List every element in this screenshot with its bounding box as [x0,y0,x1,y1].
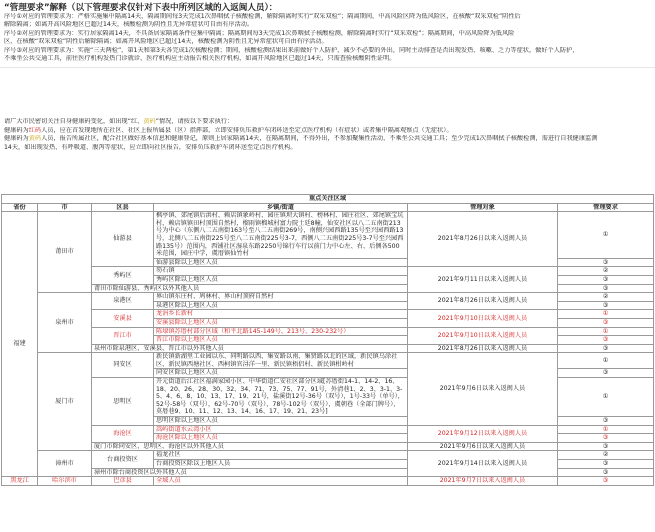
requirement-cell: ③ [558,417,654,426]
street-cell: 思明区除以上地区人员 [154,417,408,426]
county-cell: 台商投资区 [92,451,154,468]
city-cell: 漳州市 [38,451,92,477]
street-cell: 安溪县除以上地区人员 [154,318,408,327]
county-cell: 晋江市 [92,327,154,344]
object-cell: 2021年9月12日以来入返闽人员 [408,425,558,442]
object-cell: 2021年9月10日以来入返闽人员 [408,310,558,327]
county-cell: 巴彦县 [92,477,154,486]
requirement-cell: ③ [558,336,654,345]
county-cell: 仙游县 [92,212,154,267]
province-cell: 黑龙江 [2,477,38,486]
requirement-cell: ② [558,293,654,302]
street-cell: 仙游县除以上地区人员 [154,258,408,267]
table-row [2,442,654,451]
requirement-cell: ③ [558,318,654,327]
table-row [2,425,654,434]
city-cell: 泉州市 [38,293,92,353]
object-cell: 2021年8月26日以来入返闽人员 [408,212,558,267]
city-cell: 莆田市 [38,212,92,293]
table-row [2,267,654,276]
county-cell: 漳州市除台商投资区以外其他人员 [92,468,408,477]
requirement-cell: ③ [558,369,654,378]
street-cell: 海沧区除以上地区人员 [154,434,408,443]
table-row [2,327,654,336]
notice-line: 请广大市民密切关注自身健康码变化，如出现“红、黄码”情况，请按以下要求执行： [4,118,234,126]
header-requirement: 管理要求 [558,203,654,212]
notice-line: 健康码为黄码人员，报告所属社区，配合社区做好基本信息和健康登记，原则上居家隔离14天，在隔离期间，不得外出，不参加聚集性活动，不乘坐公共交通工具；至少完成1次鼻咽拭子核酸检测，需进行自我健康监测 [4,135,598,143]
requirement-cell: ① [558,310,654,319]
table-row [2,353,654,369]
requirement-cell: ③ [558,460,654,469]
requirement-cell: ③ [558,477,654,486]
rule-line: 不乘坐公共交通工具，前往医疗机构发热门诊就诊，医疗机构应主动报告相关医疗机构，如离开风险地区已超过14天，只需查验核酸阴性证明。 [4,55,396,63]
street-cell: 陈埭镇苏厝村部分区域（和平北路145-149号、213号、230-232号） [154,327,408,336]
requirement-cell: ② [558,451,654,460]
city-cell: 哈尔滨市 [38,477,92,486]
header-object: 管理对象 [408,203,558,212]
table-caption: 重点关注区域 [2,195,654,204]
header-county: 区县 [92,203,154,212]
street-cell: 笏石镇 [154,267,408,276]
province-cell: 福建 [2,212,38,477]
county-cell: 厦门市除同安区、思明区、海沧区以外其他人员 [92,442,408,451]
city-cell: 厦门市 [38,353,92,451]
header-city: 市 [38,203,92,212]
rule-line: 序号③对应的管理要求为：实施“三天两检”，第1天和第3天各完成1次核酸检测；期间，核酸检测结果出来前做好个人防护，减少不必要的外出，同时主动排查是否出现发热、咳嗽、乏力等症状，做好个人防护， [4,46,579,54]
requirement-cell: ① [558,353,654,369]
requirement-cell: ③ [558,284,654,293]
header-street: 乡镇/街道 [154,203,408,212]
table-row [2,212,654,259]
object-cell: 2021年8月26日以来入返闽人员 [408,293,558,310]
rule-line: 序号②对应的管理要求为：实行居家隔离14天，不具备居家隔离条件应集中隔离；隔离期间每3天完成1次鼻咽拭子核酸检测，解除隔离时实行“双采双检”；隔离期间，中高风险降为低风险 [4,29,515,37]
rule-line: 序号①对应的管理要求为：严格实施集中隔离14天，隔离期间每3天完成1次鼻咽拭子核酸检测，解除隔离时实行“双采双检”；隔离期间，中高风险区降为低风险区，在核酸“双采双检”阴性后 [4,13,521,20]
requirement-cell: ① [558,425,654,434]
county-cell: 秀屿区 [92,267,154,284]
requirement-cell: ② [558,267,654,276]
street-cell: 全域人员 [154,477,408,486]
county-cell: 泉港区 [92,293,154,310]
county-cell: 同安区 [92,353,154,378]
street-cell: 秀屿区除以上地区人员 [154,275,408,284]
requirement-cell: ③ [558,275,654,284]
object-cell: 2021年9月7日以来入返闽人员 [408,477,558,486]
object-cell: 2021年9月10日以来入返闽人员 [408,327,558,344]
requirement-cell: ③ [558,301,654,310]
street-cell: 晋江市除以上地区人员 [154,336,408,345]
street-cell: 新民镇新湖里工业园以东、同明路以西、集安路以南、集贤路以北的区域，新民镇乌涂社区、新民镇西塘社区、西柯镇官浔洋一里、新民镇梧侣村、新民镇柑岭村 [154,353,408,369]
table-row [2,293,654,302]
management-title: “管理要求”解释（以下管理要求仅针对下表中所列区域的入返闽人员）： [4,3,278,13]
county-cell: 安溪县 [92,310,154,327]
street-cell: 台商投资区除以上地区人员 [154,460,408,469]
street-cell: 嵩屿街道水云湾小区 [154,425,408,434]
notice-line: 健康码为红码人员，应在首发现地所在社区、社区上报所属县（区）指挥部，立即安排负压救护车闭环送至定点医疗机构（有症状）或者集中隔离观察点（无症状）。 [4,126,453,134]
requirement-cell: ③ [558,344,654,353]
object-cell: 2021年9月11日以来入返闽人员 [408,267,558,293]
table-row [2,477,654,486]
table-row [2,451,654,460]
street-cell: 龙涓乡长新村 [154,310,408,319]
health-code-notice [0,118,655,152]
management-text [0,13,655,63]
street-cell: 开元街道后江社区福满家园小区、中华街道仁安社区部分区域[苏厝街14-1、14-2、16、18、20、26、28、30、32、34、71、73、75、77、91号，外清巷1、2、3、3-1、3-5、4、6、8、10、13、17、19、21号，盐溪街12号-36号（双号），1号-33号（单号），52号-58号（双号），62号-70号（双号），78号-102号（双号），虞朝巷（全部门牌号），莫厝巷9、10、11、12、13、14、16、17、19、21、23号] [154,378,408,417]
requirement-cell: ③ [558,258,654,267]
street-cell: 枫亭镇、郊尾镇后洪村、赖店镇象岭村、园庄镇坝大镇村、榜林村、园庄社区、郊尾镇宝坑村，赖店镇镇田村顶围自然村，榴雨镇榴城村富力院士廷8幢，仙安社区以八二五南街213号为中心（东侧八二五南街163号至八二五南街269号，南侧兴园西路135号至兴园西路13号，北侧八二五南街225号至八二五南街225号3-7，西侧八二五南街225号3-7号至兴园西路135号）范围内，西铺社区湿泉东路2250号锦行车行以前门力中心左、右、后侧各500米范围，园庄中学，虞厝镇仙竹村 [154,212,408,259]
rule-line: 解除隔离；如离开高风险地区已超过14天，核酸检测为阴性且无异常症状可自由有序活动。 [4,21,254,29]
divider [0,67,655,68]
table-row [2,310,654,319]
county-cell: 思明区 [92,378,154,426]
header-province: 省份 [2,203,38,212]
requirement-cell: ① [558,378,654,417]
street-cell: 界山镇东庄村、鸠林村、界山村顶府自然村 [154,293,408,302]
blank-area [0,70,655,118]
street-cell: 同安区除以上地区人员 [154,369,408,378]
object-cell: 2021年9月6日以来入返闽人员 [408,442,558,451]
notice-line: 14天，如出现发热、有呼吸道、腹泻等症状，应立即向社区报告，安排负压救护车闭环送至定点医疗机构。 [4,143,297,151]
county-cell: 海沧区 [92,425,154,442]
street-cell: 泉港区除以上地区人员 [154,301,408,310]
object-cell: 2021年9月6日以来入返闽人员 [408,353,558,425]
object-cell: 2021年9月14日以来入返闽人员 [408,451,558,477]
object-cell: 2021年8月26日以来入返闽人员 [408,344,558,353]
street-cell: 福龙社区 [154,451,408,460]
county-cell: 莆田市除仙游县、秀屿区以外其他人员 [92,284,408,293]
table-row [2,344,654,353]
requirement-cell: ① [558,212,654,259]
requirement-cell: ① [558,327,654,336]
rule-line: 区，在核酸“双采双检”阴性后解除隔离；如离开风险地区已超过14天，核酸检测为阴性且无异常症状可自由有序活动。 [4,38,328,46]
requirement-cell: ③ [558,442,654,451]
county-cell: 泉州市除泉港区、安溪县、晋江市以外其他人员 [92,344,408,353]
requirement-cell: ③ [558,468,654,477]
requirement-cell: ③ [558,434,654,443]
key-areas-table [1,194,654,486]
